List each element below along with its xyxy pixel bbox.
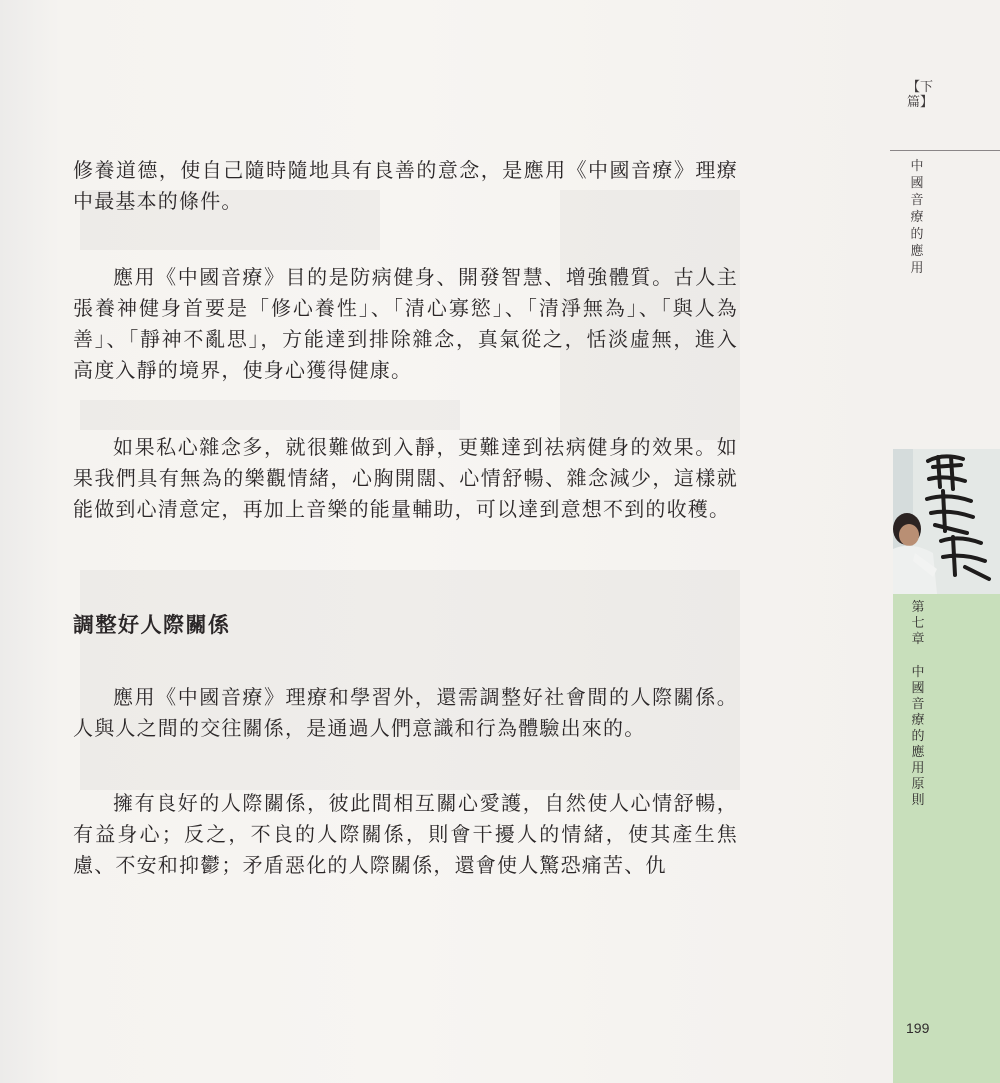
calligraphy-photo [893,449,1000,594]
chapter-number: 第七章 [911,600,925,647]
chapter-title: 中國音療的應用原則 [911,665,925,808]
paragraph-1: 修養道德，使自己隨時隨地具有良善的意念，是應用《中國音療》理療中最基本的條件。 [73,158,738,213]
page-number: 199 [906,1020,930,1036]
bleed-through-shadow [80,400,460,430]
paragraph-4: 應用《中國音療》理療和學習外，還需調整好社會間的人際關係。人與人之間的交往關係，是通過人們意識和行為體驗出來的。 [73,685,738,740]
paragraph-3: 如果私心雜念多，就很難做到入靜，更難達到祛病健身的效果。如果我們具有無為的樂觀情緒，心胸開闊、心情舒暢、雜念減少，這樣就能做到心清意定，再加上音樂的能量輔助，可以達到意想不到的收穫。 [73,435,738,521]
part-title: 中國音療的應用 [910,159,924,276]
section-mark: 【下篇】 [907,80,934,110]
header-divider [890,150,1000,151]
paragraph-2: 應用《中國音療》目的是防病健身、開發智慧、增強體質。古人主張養神健身首要是「修心養性」、「清心寡慾」、「清淨無為」、「與人為善」、「靜神不亂思」，方能達到排除雜念，真氣從之，恬淡虛無，進入高度入靜的境界，使身心獲得健康。 [73,265,738,382]
section-heading: 調整好人際關係 [73,613,231,637]
bleed-through-shadow [80,570,740,790]
calligraphy-photo-illustration [893,449,1000,594]
paragraph-5: 擁有良好的人際關係，彼此間相互關心愛護，自然使人心情舒暢，有益身心；反之，不良的人際關係，則會干擾人的情緒，使其產生焦慮、不安和抑鬱；矛盾惡化的人際關係，還會使人驚恐痛苦、仇 [73,791,738,877]
